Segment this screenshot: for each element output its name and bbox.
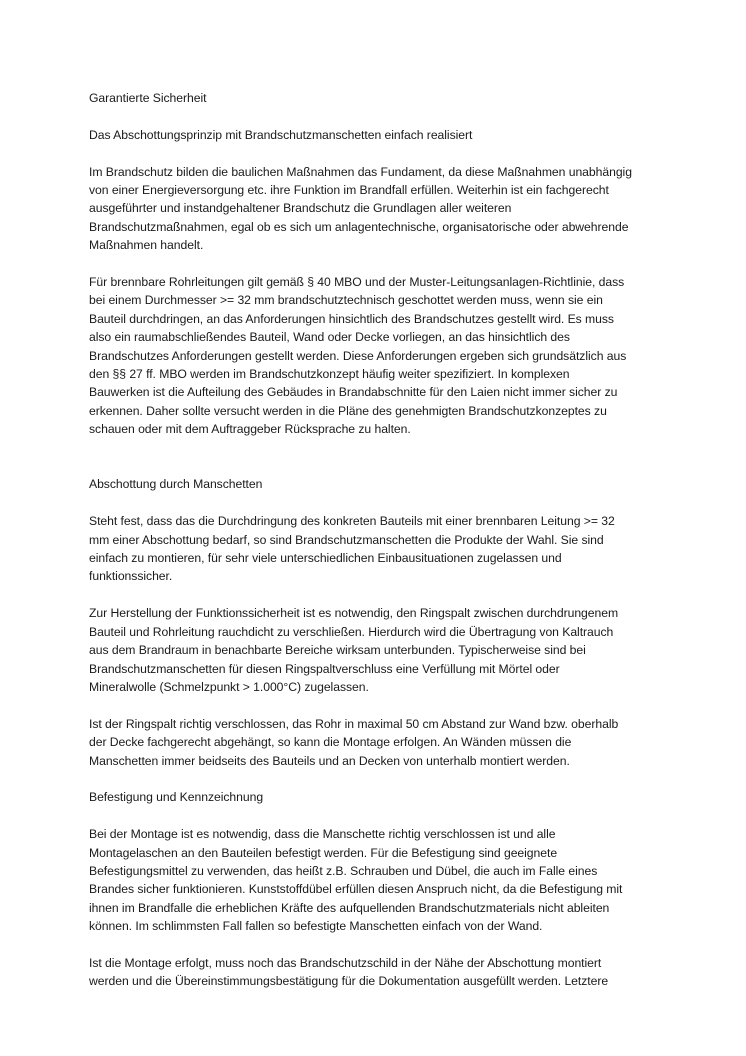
text-line: also ein raumabschließendes Bauteil, Wand oder Decke vorliegen, an das hinsichtlich des: [89, 330, 570, 345]
text-line: funktionssicher.: [89, 569, 173, 584]
text-line: den §§ 27 ff. MBO werden im Brandschutzkonzept häufig weiter spezifiziert. In komplexen: [89, 367, 570, 382]
text-line: Für brennbare Rohrleitungen gilt gemäß § 40 MBO und der Muster-Leitungsanlagen-Richtlinie, dass: [89, 275, 625, 290]
text-line: Bauteil und Rohrleitung rauchdicht zu verschließen. Hierdurch wird die Übertragung von Kaltrauch: [89, 624, 614, 639]
section-heading: [89, 788, 664, 806]
section-heading: [89, 475, 664, 493]
text-line: werden und die Übereinstimmungsbestätigung für die Dokumentation ausgefüllt werden. Letztere: [89, 974, 609, 989]
body-paragraph: [89, 825, 664, 935]
text-line: Das Abschottungsprinzip mit Brandschutzmanschetten einfach realisiert: [89, 127, 473, 142]
body-paragraph: [89, 512, 664, 586]
text-line: Mineralwolle (Schmelzpunkt > 1.000°C) zugelassen.: [89, 679, 369, 694]
text-line: Brandes sicher funktionieren. Kunststoffdübel erfüllen diesen Anspruch nicht, da die Befestigung mit: [89, 882, 623, 897]
text-line: ausgeführter und instandgehaltener Brandschutz die Grundlagen aller weiteren: [89, 201, 512, 216]
text-line: erkennen. Daher sollte versucht werden in die Pläne des genehmigten Brandschutzkonzeptes zu: [89, 403, 607, 418]
text-line: aus dem Brandraum in benachbarte Bereiche wirksam unterbunden. Typischerweise sind bei: [89, 643, 586, 658]
body-paragraph: [89, 954, 664, 991]
text-line: Brandschutzmanschetten für diesen Ringspaltverschluss eine Verfüllung mit Mörtel oder: [89, 661, 560, 676]
section-heading: [89, 89, 664, 107]
text-line: Im Brandschutz bilden die baulichen Maßnahmen das Fundament, da diese Maßnahmen unabhängig: [89, 164, 632, 179]
text-line: Befestigungsmittel zu verwenden, das heißt z.B. Schrauben und Dübel, die auch im Falle eines: [89, 863, 598, 878]
body-paragraph: [89, 163, 664, 255]
text-line: mm einer Abschottung bedarf, so sind Brandschutzmanschetten die Produkte der Wahl. Sie sind: [89, 532, 604, 547]
body-paragraph: [89, 715, 664, 770]
text-line: Bei der Montage ist es notwendig, dass die Manschette richtig verschlossen ist und alle: [89, 827, 556, 842]
text-line: der Decke fachgerecht abgehängt, so kann die Montage erfolgen. An Wänden müssen die: [89, 735, 572, 750]
text-line: Garantierte Sicherheit: [89, 91, 207, 105]
text-line: bei einem Durchmesser >= 32 mm brandschutztechnisch geschottet werden muss, wenn sie ein: [89, 293, 603, 308]
text-line: von einer Energieversorgung etc. ihre Funktion im Brandfall erfüllen. Weiterhin ist ein fachgerecht: [89, 183, 609, 197]
text-line: Bauteil durchdringen, an das Anforderungen hinsichtlich des Brandschutzes gestellt wird. Es muss: [89, 311, 614, 326]
text-line: Maßnahmen handelt.: [89, 238, 204, 253]
body-paragraph: [89, 604, 664, 696]
text-line: Zur Herstellung der Funktionssicherheit ist es notwendig, den Ringspalt zwischen durchdrungenem: [89, 606, 619, 621]
body-paragraph: [89, 273, 664, 439]
text-line: Steht fest, dass das die Durchdringung des konkreten Bauteils mit einer brennbaren Leitung >= 32: [89, 514, 615, 529]
text-line: Abschottung durch Manschetten: [89, 477, 263, 492]
text-line: ihnen im Brandfalle die erheblichen Kräfte des aufquellenden Brandschutzmaterials nicht ableiten: [89, 900, 610, 915]
text-line: einfach zu montieren, für sehr viele unterschiedlichen Einbausituationen zugelassen und: [89, 551, 562, 566]
text-line: Bauwerken ist die Aufteilung des Gebäudes in Brandabschnitte für den Laien nicht immer sicher zu: [89, 385, 618, 400]
text-line: Ist der Ringspalt richtig verschlossen, das Rohr in maximal 50 cm Abstand zur Wand bzw. oberhalb: [89, 716, 619, 731]
text-line: Brandschutzes Anforderungen gestellt werden. Diese Anforderungen ergeben sich grundsätzlich aus: [89, 348, 627, 363]
text-line: können. Im schlimmsten Fall fallen so befestigte Manschetten einfach von der Wand.: [89, 919, 543, 934]
text-line: Ist die Montage erfolgt, muss noch das Brandschutzschild in der Nähe der Abschottung montiert: [89, 955, 602, 970]
text-line: Befestigung und Kennzeichnung: [89, 790, 264, 805]
text-line: Brandschutzmaßnahmen, egal ob es sich um anlagentechnische, organisatorische oder abwehrende: [89, 219, 629, 234]
section-heading: [89, 126, 664, 144]
text-line: Montagelaschen an den Bauteilen befestigt werden. Für die Befestigung sind geeignete: [89, 845, 558, 860]
text-line: Manschetten immer beidseits des Bauteils und an Decken von unterhalb montiert werden.: [89, 753, 570, 768]
document-body: [89, 89, 664, 1009]
text-line: schauen oder mit dem Auftraggeber Rücksprache zu halten.: [89, 422, 411, 437]
